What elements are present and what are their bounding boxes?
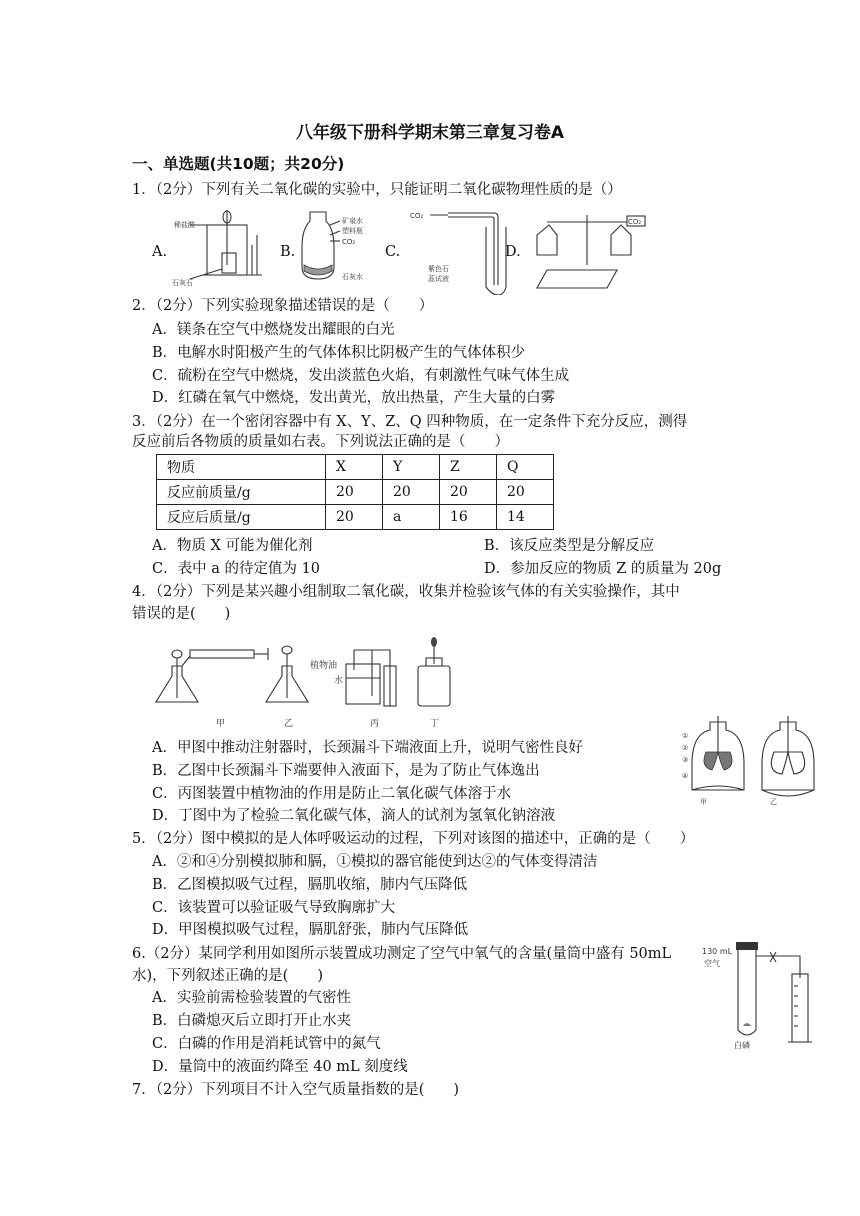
q1-figure-a [172,205,272,287]
question-6-stem-line2: 水)，下列叙述正确的是( ) [132,968,323,984]
q6-fig-label-air: 空气 [704,959,720,968]
table-cell: 反应后质量/g [157,505,326,530]
q5-option-b: B．乙图模拟吸气过程，膈肌收缩，肺内气压降低 [152,877,468,893]
q3-option-b: B．该反应类型是分解反应 [484,538,655,554]
table-row [157,455,554,480]
q1-fig-b-label-bottle: 塑料瓶 [342,227,363,235]
q1-fig-a-label-limestone: 石灰石 [172,279,193,287]
question-4-stem-line1: 4．（2分）下列是某兴趣小组制取二氧化碳，收集并检验该气体的有关实验操作，其中 [132,584,680,600]
q1-label-c: C. [385,244,401,260]
q3-option-c: C．表中 a 的待定值为 10 [152,561,321,577]
table-cell: 反应前质量/g [157,480,326,505]
q5-fig-label-yi: 乙 [770,798,777,806]
q1-fig-b-label-limewater: 石灰水 [342,273,363,281]
table-cell: 20 [440,480,497,505]
question-5-stem: 5．（2分）图中模拟的是人体呼吸运动的过程，下列对该图的描述中，正确的是（ ） [132,831,695,847]
q6-option-d: D．量筒中的液面约降至 40 mL 刻度线 [152,1059,408,1075]
q5-fig-mark-2: ② [682,744,689,752]
q4-fig-label-jia: 甲 [216,719,226,729]
q4-fig-label-ding: 丁 [430,719,440,729]
q2-option-c: C．硫粉在空气中燃烧，发出淡蓝色火焰，有刺激性气味气体生成 [152,368,570,384]
q5-option-a: A．②和④分别模拟肺和膈，①模拟的器官能使到达②的气体变得清洁 [152,854,598,870]
q4-fig-label-oil: 植物油 [310,661,338,671]
q1-figure-c [408,205,508,295]
q5-breathing-model-figure [682,712,822,808]
question-4-stem-line2: 错误的是( ) [132,606,231,622]
question-7-stem: 7．（2分）下列项目不计入空气质量指数的是( ) [132,1082,460,1098]
q3-option-a: A．物质 X 可能为催化剂 [152,538,313,554]
q4-fig-label-yi: 乙 [284,719,294,729]
table-cell: 物质 [157,455,326,480]
q1-label-d: D. [505,244,521,260]
q2-option-b: B．电解水时阳极产生的气体体积比阴极产生的气体体积少 [152,345,526,361]
q5-option-d: D．甲图模拟吸气过程，膈肌舒张，肺内气压降低 [152,922,469,938]
q6-option-a: A．实验前需检验装置的气密性 [152,990,351,1006]
question-2-stem: 2．（2分）下列实验现象描述错误的是（ ） [132,298,434,314]
question-3-stem-line2: 反应前后各物质的质量如右表。下列说法正确的是（ ） [132,434,509,450]
table-row [157,480,554,505]
q6-fig-label-volume: 130 mL [702,947,733,956]
q1-fig-c-label-co2: CO₂ [410,212,424,220]
q1-figure-d [527,210,647,292]
q4-apparatus-figure [150,636,460,732]
table-cell: 14 [497,505,554,530]
q4-option-c: C．丙图装置中植物油的作用是防止二氧化碳气体溶于水 [152,786,512,802]
q6-option-c: C．白磷的作用是消耗试管中的氮气 [152,1036,381,1052]
q1-figure-b [300,207,380,287]
q6-oxygen-measurement-figure [700,938,830,1050]
table-cell: a [383,505,440,530]
table-row [157,505,554,530]
q1-label-b: B. [280,244,296,260]
q2-option-d: D．红磷在氧气中燃烧，发出黄光，放出热量，产生大量的白雾 [152,390,556,406]
q1-fig-d-label-co2: CO₂ [628,218,642,226]
q6-option-b: B．白磷熄灭后立即打开止水夹 [152,1013,352,1029]
table-cell: 20 [326,480,383,505]
q1-fig-a-label-acid: 稀盐酸 [174,221,195,229]
q1-label-a: A. [152,244,168,260]
q3-mass-table [156,454,554,530]
q1-fig-c-label-litmus-2: 蕊试液 [428,275,449,283]
page-title: 八年级下册科学期末第三章复习卷A [295,123,565,143]
q4-option-b: B．乙图中长颈漏斗下端要伸入液面下，是为了防止气体逸出 [152,763,540,779]
table-cell: 20 [383,480,440,505]
table-cell: X [326,455,383,480]
question-3-stem-line1: 3．（2分）在一个密闭容器中有 X、Y、Z、Q 四种物质，在一定条件下充分反应，测得 [132,414,688,430]
q5-option-c: C．该装置可以验证吸气导致胸廓扩大 [152,900,396,916]
q6-fig-label-phosphorus: 白磷 [734,1041,750,1050]
q1-fig-b-label-co2: CO₂ [342,238,356,246]
q5-fig-mark-3: ③ [682,756,689,764]
section-heading: 一、单选题(共10题；共20分) [132,155,345,173]
table-cell: Q [497,455,554,480]
question-6-stem-line1: 6.（2分）某同学利用如图所示装置成功测定了空气中氧气的含量(量筒中盛有 50mL [132,946,672,962]
table-cell: 20 [497,480,554,505]
q1-fig-b-label-water: 矿泉水 [342,217,363,225]
q5-fig-mark-1: ① [682,732,689,740]
question-1-stem: 1．（2分）下列有关二氧化碳的实验中，只能证明二氧化碳物理性质的是（） [132,182,622,198]
q1-fig-c-label-litmus-1: 紫色石 [428,265,449,273]
q3-option-d: D．参加反应的物质 Z 的质量为 20g [484,561,722,577]
table-cell: Z [440,455,497,480]
table-cell: Y [383,455,440,480]
q4-fig-label-bing: 丙 [370,719,380,729]
q4-option-a: A．甲图中推动注射器时，长颈漏斗下端液面上升，说明气密性良好 [152,740,583,756]
table-cell: 16 [440,505,497,530]
table-cell: 20 [326,505,383,530]
q5-fig-label-jia: 甲 [700,798,707,806]
q5-fig-mark-4: ④ [682,772,689,780]
q4-fig-label-water: 水 [334,676,344,686]
q4-option-d: D．丁图中为了检验二氧化碳气体，滴人的试剂为氢氧化钠溶液 [152,808,556,824]
q2-option-a: A．镁条在空气中燃烧发出耀眼的白光 [152,322,395,338]
